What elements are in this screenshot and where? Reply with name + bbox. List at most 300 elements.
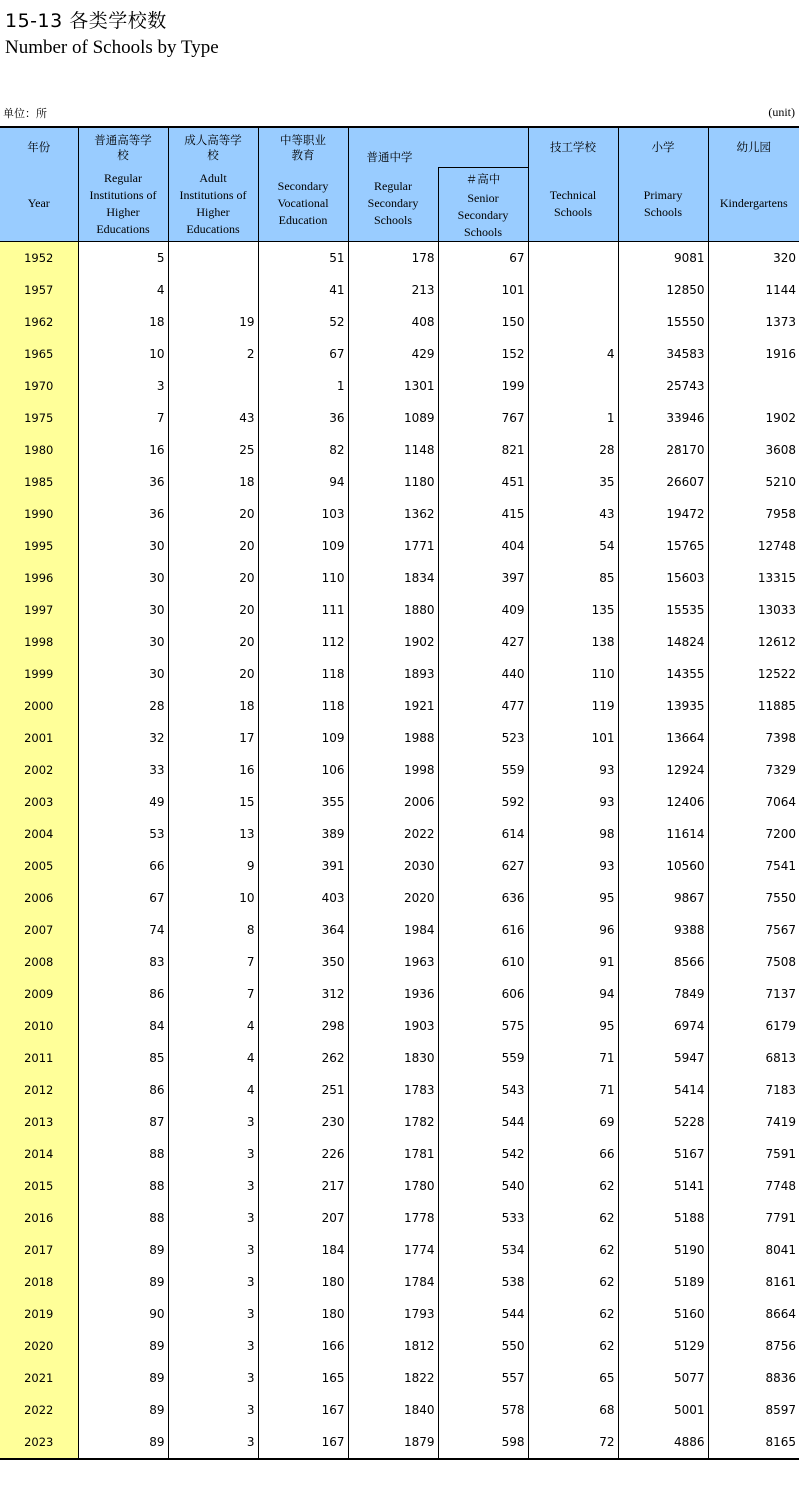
cell-primary: 9081 [618,241,708,274]
header-senior-secondary-en: Senior Secondary Schools [457,190,509,239]
cell-regular-secondary: 1782 [348,1106,438,1138]
cell-kindergarten: 1902 [765,410,796,425]
cell-senior-secondary: 616 [438,914,528,946]
table-row [0,530,799,562]
cell-year: 1980 [0,434,78,466]
cell-year: 1996 [0,562,78,594]
cell-primary: 14355 [618,658,708,690]
cell-secondary-vocational: 207 [258,1202,348,1234]
cell-regular-higher: 49 [78,786,168,818]
cell-year: 2022 [0,1394,78,1426]
cell-adult-higher: 17 [168,722,258,754]
cell-senior-secondary: 67 [438,241,528,274]
cell-kindergarten: 7748 [765,1178,796,1193]
cell-technical: 110 [528,658,618,690]
cell-technical: 65 [528,1362,618,1394]
cell-regular-secondary: 1362 [348,498,438,530]
cell-regular-higher: 87 [78,1106,168,1138]
cell-primary: 5189 [618,1266,708,1298]
cell-primary: 13664 [618,722,708,754]
cell-regular-higher: 89 [78,1426,168,1459]
cell-year: 2005 [0,850,78,882]
cell-primary: 8566 [618,946,708,978]
cell-adult-higher: 15 [168,786,258,818]
cell-regular-higher: 89 [78,1330,168,1362]
cell-year: 1970 [0,370,78,402]
cell-year: 2023 [0,1426,78,1459]
cell-technical: 138 [528,626,618,658]
cell-adult-higher [168,370,258,402]
cell-adult-higher: 10 [168,882,258,914]
table-title-cn: 15-13 各类学校数 [5,10,167,32]
cell-kindergarten: 7591 [765,1146,796,1161]
cell-kindergarten: 7064 [765,794,796,809]
cell-secondary-vocational: 110 [258,562,348,594]
cell-senior-secondary: 451 [438,466,528,498]
cell-regular-higher: 86 [78,1074,168,1106]
cell-kindergarten: 3608 [765,442,796,457]
cell-technical [528,274,618,306]
cell-regular-secondary: 2030 [348,850,438,882]
cell-technical: 66 [528,1138,618,1170]
cell-technical: 93 [528,754,618,786]
cell-kindergarten: 6179 [765,1018,796,1033]
cell-regular-secondary: 2006 [348,786,438,818]
table-row [0,818,799,850]
cell-year: 2008 [0,946,78,978]
cell-technical: 94 [528,978,618,1010]
cell-adult-higher: 2 [168,338,258,370]
cell-primary: 7849 [618,978,708,1010]
header-year-cn: 年份 [0,127,78,167]
cell-secondary-vocational: 312 [258,978,348,1010]
cell-regular-secondary: 1903 [348,1010,438,1042]
cell-kindergarten: 7550 [765,890,796,905]
cell-technical: 101 [528,722,618,754]
cell-regular-secondary: 1812 [348,1330,438,1362]
cell-regular-secondary: 178 [348,241,438,274]
cell-senior-secondary: 636 [438,882,528,914]
cell-year: 1962 [0,306,78,338]
cell-adult-higher: 20 [168,530,258,562]
cell-secondary-vocational: 111 [258,594,348,626]
cell-year: 2003 [0,786,78,818]
cell-secondary-vocational: 166 [258,1330,348,1362]
cell-kindergarten: 7958 [765,506,796,521]
cell-year: 2007 [0,914,78,946]
cell-regular-higher: 10 [78,338,168,370]
cell-adult-higher: 20 [168,562,258,594]
cell-adult-higher: 3 [168,1266,258,1298]
cell-regular-higher: 36 [78,466,168,498]
table-header [0,127,799,241]
cell-secondary-vocational: 82 [258,434,348,466]
cell-secondary-vocational: 1 [258,370,348,402]
cell-regular-secondary: 1830 [348,1042,438,1074]
cell-year: 2019 [0,1298,78,1330]
cell-primary: 5228 [618,1106,708,1138]
table-row [0,1330,799,1362]
cell-primary: 34583 [618,338,708,370]
cell-regular-higher: 30 [78,530,168,562]
table-row [0,658,799,690]
cell-year: 2010 [0,1010,78,1042]
cell-primary: 19472 [618,498,708,530]
cell-primary: 5141 [618,1170,708,1202]
cell-year: 1990 [0,498,78,530]
schools-table [0,126,799,1460]
cell-primary: 10560 [618,850,708,882]
cell-primary: 15535 [618,594,708,626]
cell-senior-secondary: 767 [438,402,528,434]
cell-adult-higher: 16 [168,754,258,786]
table-row [0,370,799,402]
table-row [0,466,799,498]
cell-primary: 11614 [618,818,708,850]
cell-year: 2020 [0,1330,78,1362]
cell-year: 1952 [0,241,78,274]
cell-primary: 9388 [618,914,708,946]
cell-senior-secondary: 150 [438,306,528,338]
cell-year: 2004 [0,818,78,850]
cell-regular-secondary: 1879 [348,1426,438,1459]
cell-adult-higher: 20 [168,626,258,658]
header-kindergarten-en: Kindergartens [708,167,799,241]
cell-regular-higher: 86 [78,978,168,1010]
cell-regular-higher: 84 [78,1010,168,1042]
cell-senior-secondary: 610 [438,946,528,978]
cell-secondary-vocational: 109 [258,722,348,754]
cell-regular-higher: 89 [78,1234,168,1266]
header-regular-higher-cn: 普通高等学校 [78,127,168,167]
cell-year: 1995 [0,530,78,562]
cell-regular-secondary: 1780 [348,1170,438,1202]
cell-kindergarten: 7791 [765,1210,796,1225]
cell-secondary-vocational: 112 [258,626,348,658]
cell-adult-higher: 4 [168,1074,258,1106]
cell-regular-secondary: 1783 [348,1074,438,1106]
cell-regular-secondary: 1089 [348,402,438,434]
header-regular-secondary-cn: 普通中学 [348,127,528,167]
header-regular-higher-en: Regular Institutions of Higher Educations [78,167,168,241]
cell-secondary-vocational: 167 [258,1394,348,1426]
cell-secondary-vocational: 165 [258,1362,348,1394]
cell-primary: 12924 [618,754,708,786]
cell-regular-higher: 18 [78,306,168,338]
cell-secondary-vocational: 118 [258,658,348,690]
cell-kindergarten: 7419 [765,1114,796,1129]
cell-kindergarten: 11885 [757,698,796,713]
cell-kindergarten: 7183 [765,1082,796,1097]
cell-secondary-vocational: 350 [258,946,348,978]
cell-senior-secondary: 101 [438,274,528,306]
cell-adult-higher: 7 [168,978,258,1010]
cell-regular-higher: 88 [78,1202,168,1234]
cell-senior-secondary: 477 [438,690,528,722]
cell-kindergarten: 8664 [765,1306,796,1321]
table-row [0,882,799,914]
cell-year: 2014 [0,1138,78,1170]
cell-regular-secondary: 1301 [348,370,438,402]
cell-adult-higher: 3 [168,1170,258,1202]
cell-senior-secondary: 415 [438,498,528,530]
table-row [0,402,799,434]
header-adult-higher-cn: 成人高等学校 [168,127,258,167]
cell-senior-secondary: 559 [438,754,528,786]
cell-year: 2018 [0,1266,78,1298]
table-row [0,594,799,626]
cell-secondary-vocational: 36 [258,402,348,434]
cell-regular-higher: 88 [78,1138,168,1170]
cell-secondary-vocational: 298 [258,1010,348,1042]
cell-technical: 69 [528,1106,618,1138]
cell-year: 1957 [0,274,78,306]
cell-senior-secondary: 592 [438,786,528,818]
cell-primary: 25743 [618,370,708,402]
cell-senior-secondary: 152 [438,338,528,370]
cell-regular-secondary: 1822 [348,1362,438,1394]
cell-secondary-vocational: 391 [258,850,348,882]
table-row [0,562,799,594]
table-row [0,241,799,274]
cell-regular-secondary: 2022 [348,818,438,850]
cell-kindergarten: 7137 [765,986,796,1001]
table-row [0,786,799,818]
cell-primary: 26607 [618,466,708,498]
cell-adult-higher: 3 [168,1330,258,1362]
cell-adult-higher: 20 [168,594,258,626]
cell-regular-secondary: 1784 [348,1266,438,1298]
cell-regular-higher: 74 [78,914,168,946]
header-technical-cn: 技工学校 [528,127,618,167]
cell-regular-higher: 28 [78,690,168,722]
cell-regular-secondary: 2020 [348,882,438,914]
cell-technical: 96 [528,914,618,946]
cell-regular-higher: 5 [78,241,168,274]
cell-primary: 13935 [618,690,708,722]
cell-technical: 62 [528,1330,618,1362]
cell-senior-secondary: 397 [438,562,528,594]
cell-senior-secondary: 821 [438,434,528,466]
cell-technical: 72 [528,1426,618,1459]
table-row [0,274,799,306]
cell-primary: 15603 [618,562,708,594]
cell-technical: 28 [528,434,618,466]
cell-regular-higher: 83 [78,946,168,978]
cell-secondary-vocational: 217 [258,1170,348,1202]
cell-regular-secondary: 408 [348,306,438,338]
table-row [0,1266,799,1298]
cell-kindergarten: 8836 [765,1370,796,1385]
unit-label-cn: 单位：所 [3,107,47,120]
cell-adult-higher [168,241,258,274]
cell-regular-higher: 7 [78,402,168,434]
table-row [0,1426,799,1459]
cell-kindergarten: 7398 [765,730,796,745]
cell-kindergarten: 13315 [757,570,796,585]
unit-label-en: (unit) [768,105,795,119]
cell-technical: 91 [528,946,618,978]
cell-primary: 5129 [618,1330,708,1362]
table-row [0,1138,799,1170]
cell-senior-secondary: 427 [438,626,528,658]
cell-secondary-vocational: 262 [258,1042,348,1074]
header-year-en: Year [0,167,78,241]
cell-primary: 5947 [618,1042,708,1074]
table-row [0,1298,799,1330]
cell-senior-secondary: 540 [438,1170,528,1202]
cell-regular-secondary: 1771 [348,530,438,562]
cell-regular-secondary: 213 [348,274,438,306]
cell-regular-higher: 30 [78,562,168,594]
cell-year: 2009 [0,978,78,1010]
header-secondary-vocational-cn: 中等职业教育 [258,127,348,167]
cell-year: 1998 [0,626,78,658]
cell-secondary-vocational: 103 [258,498,348,530]
cell-kindergarten: 8161 [765,1274,796,1289]
cell-year: 1999 [0,658,78,690]
cell-technical [528,306,618,338]
cell-regular-secondary: 1778 [348,1202,438,1234]
table-row [0,978,799,1010]
table-body [0,241,799,1459]
cell-senior-secondary: 544 [438,1298,528,1330]
cell-year: 2016 [0,1202,78,1234]
cell-kindergarten: 12748 [757,538,796,553]
cell-technical: 135 [528,594,618,626]
cell-adult-higher: 18 [168,690,258,722]
header-adult-higher-en: Adult Institutions of Higher Educations [168,167,258,241]
cell-technical: 85 [528,562,618,594]
cell-senior-secondary: 598 [438,1426,528,1459]
cell-regular-secondary: 1963 [348,946,438,978]
cell-regular-secondary: 1180 [348,466,438,498]
table-row [0,754,799,786]
cell-technical [528,370,618,402]
cell-kindergarten: 5210 [765,474,796,489]
cell-technical: 4 [528,338,618,370]
cell-year: 2015 [0,1170,78,1202]
cell-adult-higher: 7 [168,946,258,978]
cell-senior-secondary: 544 [438,1106,528,1138]
cell-adult-higher: 3 [168,1298,258,1330]
cell-secondary-vocational: 355 [258,786,348,818]
cell-senior-secondary: 523 [438,722,528,754]
cell-kindergarten: 1144 [765,282,796,297]
table-row [0,626,799,658]
cell-adult-higher: 9 [168,850,258,882]
table-row [0,1362,799,1394]
table-row [0,1074,799,1106]
cell-technical: 35 [528,466,618,498]
cell-regular-secondary: 1793 [348,1298,438,1330]
cell-regular-secondary: 1880 [348,594,438,626]
cell-regular-higher: 66 [78,850,168,882]
cell-regular-secondary: 1998 [348,754,438,786]
table-row [0,338,799,370]
cell-senior-secondary: 557 [438,1362,528,1394]
cell-technical: 93 [528,850,618,882]
table-row [0,1106,799,1138]
cell-primary: 6974 [618,1010,708,1042]
cell-adult-higher: 3 [168,1426,258,1459]
cell-kindergarten: 8165 [708,1426,799,1459]
cell-senior-secondary: 606 [438,978,528,1010]
cell-regular-secondary: 1781 [348,1138,438,1170]
table-title-en: Number of Schools by Type [5,37,219,58]
cell-adult-higher: 4 [168,1010,258,1042]
cell-adult-higher: 8 [168,914,258,946]
cell-kindergarten: 8756 [765,1338,796,1353]
cell-kindergarten: 1916 [765,346,796,361]
cell-kindergarten: 8597 [765,1402,796,1417]
cell-year: 2001 [0,722,78,754]
cell-regular-secondary: 1936 [348,978,438,1010]
cell-secondary-vocational: 41 [258,274,348,306]
cell-primary: 5077 [618,1362,708,1394]
cell-year: 2012 [0,1074,78,1106]
cell-secondary-vocational: 106 [258,754,348,786]
cell-technical: 71 [528,1042,618,1074]
cell-year: 1965 [0,338,78,370]
cell-year: 2013 [0,1106,78,1138]
cell-regular-higher: 36 [78,498,168,530]
cell-senior-secondary: 538 [438,1266,528,1298]
header-kindergarten-cn: 幼儿园 [708,127,799,167]
cell-regular-higher: 3 [78,370,168,402]
cell-senior-secondary: 543 [438,1074,528,1106]
cell-secondary-vocational: 67 [258,338,348,370]
table-row [0,1394,799,1426]
cell-kindergarten: 7567 [765,922,796,937]
cell-primary: 14824 [618,626,708,658]
cell-senior-secondary: 534 [438,1234,528,1266]
cell-primary: 9867 [618,882,708,914]
cell-adult-higher: 3 [168,1394,258,1426]
cell-technical: 1 [528,402,618,434]
cell-technical: 54 [528,530,618,562]
cell-adult-higher: 3 [168,1106,258,1138]
cell-adult-higher: 3 [168,1202,258,1234]
cell-technical: 95 [528,882,618,914]
cell-senior-secondary: 404 [438,530,528,562]
cell-secondary-vocational: 94 [258,466,348,498]
cell-senior-secondary: 533 [438,1202,528,1234]
cell-primary: 33946 [618,402,708,434]
table-row [0,1170,799,1202]
cell-regular-secondary: 1840 [348,1394,438,1426]
cell-kindergarten: 6813 [765,1050,796,1065]
cell-year: 2011 [0,1042,78,1074]
cell-regular-higher: 16 [78,434,168,466]
cell-kindergarten [708,370,799,402]
cell-secondary-vocational: 403 [258,882,348,914]
cell-technical: 62 [528,1202,618,1234]
cell-kindergarten: 7200 [765,826,796,841]
cell-secondary-vocational: 180 [258,1298,348,1330]
cell-kindergarten: 7508 [765,954,796,969]
cell-primary: 5188 [618,1202,708,1234]
table-row [0,1042,799,1074]
cell-technical: 62 [528,1298,618,1330]
cell-senior-secondary: 409 [438,594,528,626]
cell-secondary-vocational: 389 [258,818,348,850]
header-primary-cn: 小学 [618,127,708,167]
cell-senior-secondary: 627 [438,850,528,882]
cell-senior-secondary: 614 [438,818,528,850]
cell-kindergarten: 13033 [757,602,796,617]
cell-primary: 5167 [618,1138,708,1170]
